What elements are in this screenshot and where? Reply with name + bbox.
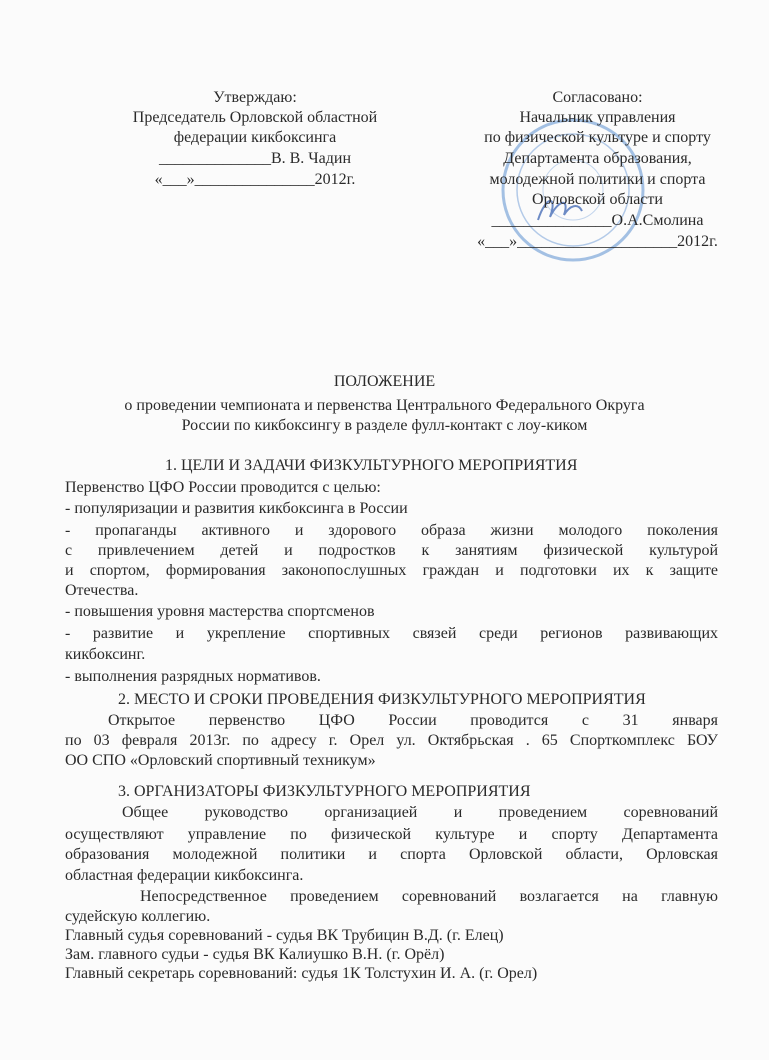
- section-heading: 1. ЦЕЛИ И ЗАДАЧИ ФИЗКУЛЬТУРНОГО МЕРОПРИЯТИЯ: [165, 457, 578, 474]
- paragraph-line: Открытое первенство ЦФО России проводится с 31 января: [108, 712, 718, 729]
- document-title: ПОЛОЖЕНИЕ: [333, 373, 436, 390]
- section-heading: 2. МЕСТО И СРОКИ ПРОВЕДЕНИЯ ФИЗКУЛЬТУРНОГО МЕРОПРИЯТИЯ: [118, 691, 646, 708]
- paragraph-line: областная федерации кикбоксинга.: [65, 867, 304, 884]
- approval-signature-line: _______________О.А.Смолина: [491, 212, 704, 229]
- document-subtitle: России по кикбоксингу в разделе фулл-контакт с лоу-киком: [181, 417, 588, 434]
- paragraph-line: осуществляют управление по физической культуре и спорту Департамента: [65, 826, 718, 843]
- approval-line: Согласовано:: [552, 89, 643, 106]
- judge-line: Зам. главного судьи - судья ВК Калиушко В.Н. (г. Орёл): [65, 946, 445, 963]
- paragraph-line: - популяризации и развития кикбоксинга в России: [65, 500, 408, 517]
- section-heading: 3. ОРГАНИЗАТОРЫ ФИЗКУЛЬТУРНОГО МЕРОПРИЯТИЯ: [118, 783, 531, 800]
- paragraph-line: образования молодежной политики и спорта Орловской области, Орловская: [65, 846, 718, 863]
- paragraph-line: по 03 февраля 2013г. по адресу г. Орел ул. Октябрьская . 65 Спорткомплекс БОУ: [65, 732, 718, 749]
- approval-signature-line: ______________В. В. Чадин: [158, 150, 352, 167]
- paragraph-line: Отечества.: [65, 582, 139, 599]
- paragraph-line: - развитие и укрепление спортивных связей среди регионов развивающих: [65, 625, 718, 642]
- paragraph-line: судейскую коллегию.: [65, 908, 211, 925]
- approval-line: Утверждаю:: [213, 89, 297, 106]
- paragraph-line: Первенство ЦФО России проводится с целью:: [65, 479, 381, 496]
- approval-line: Департамента образования,: [503, 150, 692, 167]
- paragraph-line: кикбоксинг.: [65, 646, 146, 663]
- approval-line: по физической культуре и спорту: [484, 129, 711, 146]
- judge-line: Главный секретарь соревнований: судья 1К Толстухин И. А. (г. Орел): [65, 965, 538, 982]
- paragraph-line: Непосредственное проведением соревнований возлагается на главную: [140, 888, 718, 905]
- approval-line: Председатель Орловской областной: [132, 109, 378, 126]
- paragraph-line: - выполнения разрядных нормативов.: [65, 668, 321, 685]
- document-subtitle: о проведении чемпионата и первенства Центрального Федерального Округа: [124, 397, 645, 414]
- paragraph-line: и спортом, формирования законопослушных граждан и подготовки их к защите: [65, 562, 718, 579]
- paragraph-line: с привлечением детей и подростков к занятиям физической культурой: [65, 542, 718, 559]
- approval-line: Орловской области: [532, 191, 663, 208]
- judge-line: Главный судья соревнований - судья ВК Трубицин В.Д. (г. Елец): [65, 927, 504, 944]
- approval-date-line: «___»____________________2012г.: [477, 233, 718, 250]
- approval-line: молодежной политики и спорта: [489, 171, 706, 188]
- approval-date-line: «___»_______________2012г.: [154, 171, 356, 188]
- paragraph-line: - повышения уровня мастерства спортсменов: [65, 603, 375, 620]
- paragraph-line: - пропаганды активного и здорового образа жизни молодого поколения: [65, 522, 718, 539]
- approval-line: Начальник управления: [519, 109, 676, 126]
- paragraph-line: Общее руководство организацией и проведением соревнований: [122, 804, 718, 821]
- approval-line: федерации кикбоксинга: [173, 129, 337, 146]
- paragraph-line: ОО СПО «Орловский спортивный техникум»: [65, 752, 376, 769]
